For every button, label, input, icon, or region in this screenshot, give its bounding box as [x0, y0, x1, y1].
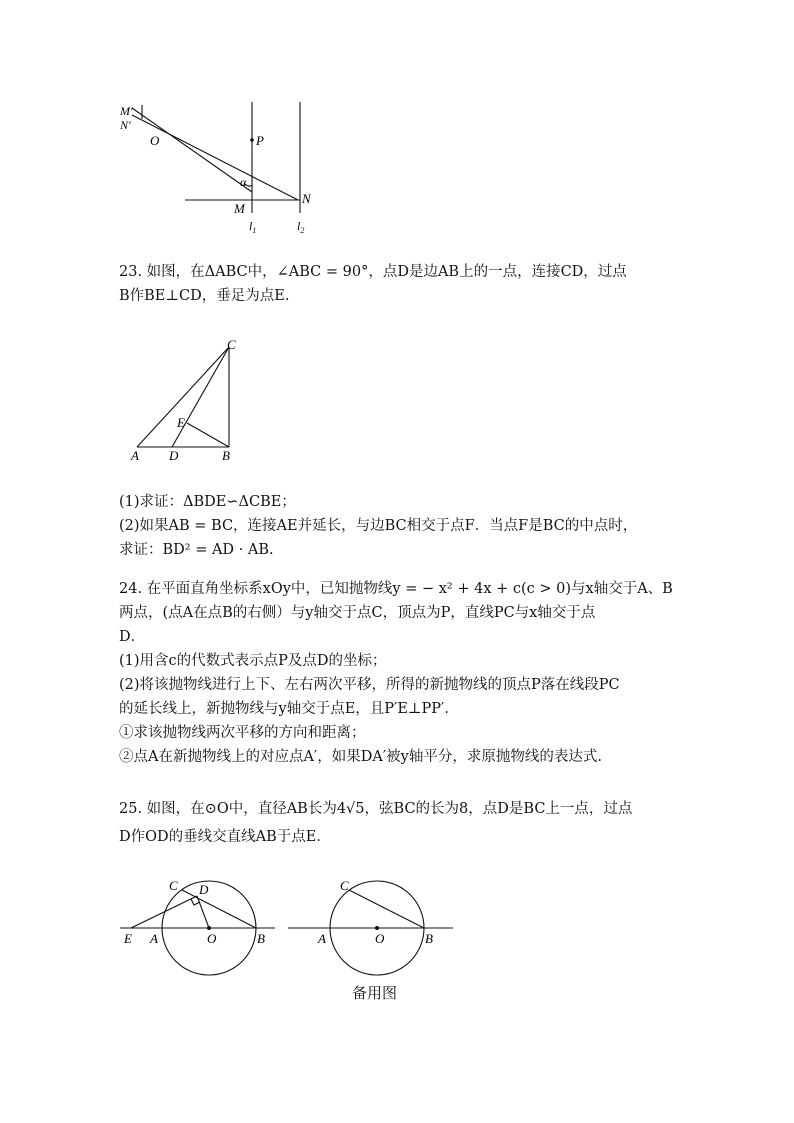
label-b: B — [257, 931, 265, 946]
label-b: B — [425, 931, 433, 946]
problem-25-line-1: 25. 如图，在⊙O中，直径AB长为4√5，弦BC的长为8，点D是BC上一点，过点 — [119, 801, 633, 817]
segment-ac — [137, 347, 229, 447]
label-b: B — [222, 448, 230, 463]
label-c: C — [227, 337, 236, 352]
problem-24-text — [119, 577, 673, 769]
chord-bc — [182, 890, 256, 928]
figure-22-svg — [110, 95, 330, 240]
label-l2: $l_2$ — [297, 219, 305, 235]
problem-24-line-4: (1)用含c的代数式表示点P及点D的坐标； — [119, 653, 387, 669]
problem-24-line-2: 两点，(点A在点B的右侧）与y轴交于点C，顶点为P，直线PC与x轴交于点 — [119, 605, 596, 621]
figure-25-main-svg — [115, 870, 285, 985]
label-n-prime: N′ — [120, 118, 131, 132]
problem-25-line-2: D作OD的垂线交直线AB于点E． — [119, 829, 331, 845]
figure-23-svg — [125, 335, 245, 465]
figure-25-backup-svg — [285, 870, 455, 985]
label-l1: $l_1$ — [249, 219, 257, 235]
figure-23 — [125, 335, 245, 465]
label-n: N — [302, 191, 311, 206]
problem-25-text — [119, 795, 632, 851]
figure-25-backup — [285, 870, 455, 985]
label-m: M — [234, 201, 245, 216]
problem-23-part-1: (1)求证：ΔBDE∽ΔCBE； — [119, 494, 296, 510]
label-o: O — [375, 931, 385, 946]
problem-24-line-1: 24. 在平面直角坐标系xOy中，已知抛物线y = − x² + 4x + c(c > 0)与x轴交于A、B — [119, 581, 673, 597]
label-e: E — [177, 415, 185, 430]
label-o: O — [150, 133, 160, 148]
problem-24-line-5: (2)将该抛物线进行上下、左右两次平移，所得的新抛物线的顶点P落在线段PC — [119, 677, 620, 693]
label-d: D — [169, 448, 179, 463]
label-a: A — [150, 931, 158, 946]
problem-24-line-6: 的延长线上，新抛物线与y轴交于点E，且P′E⊥PP′. — [119, 701, 449, 717]
problem-24-line-3: D． — [119, 629, 146, 645]
segment-dc — [172, 347, 229, 447]
problem-23-parts — [119, 490, 637, 562]
label-o: O — [207, 931, 217, 946]
label-a: A — [131, 448, 139, 463]
segment-ed — [131, 896, 197, 928]
label-m-prime: M′ — [120, 104, 133, 118]
figure-25-main — [115, 870, 285, 985]
point-p — [250, 138, 254, 142]
label-a: A — [318, 931, 326, 946]
label-c: C — [169, 878, 178, 893]
line-m-prime-alpha — [132, 108, 252, 192]
problem-23-line-2: B作BE⊥CD，垂足为点E. — [119, 288, 290, 304]
center-o — [375, 926, 379, 930]
figure-22 — [110, 95, 330, 240]
label-c: C — [340, 878, 349, 893]
problem-23-part-3: 求证：BD² = AD · AB. — [119, 542, 274, 558]
center-o — [207, 926, 211, 930]
backup-figure-caption: 备用图 — [352, 984, 398, 1002]
label-d: D — [199, 882, 209, 897]
problem-23-line-1: 23. 如图，在ΔABC中，∠ABC = 90°，点D是边AB上的一点，连接CD，过点 — [119, 264, 627, 280]
label-p: P — [256, 133, 264, 148]
label-e: E — [124, 931, 132, 946]
problem-24-line-8: ②点A在新抛物线上的对应点A′，如果DA′被y轴平分，求原抛物线的表达式. — [119, 749, 602, 765]
problem-23-part-2: (2)如果AB = BC，连接AE并延长，与边BC相交于点F．当点F是BC的中点时， — [119, 518, 638, 534]
problem-23-text — [119, 260, 627, 308]
problem-24-line-7: ①求该抛物线两次平移的方向和距离； — [119, 725, 366, 741]
line-n-prime-n — [132, 115, 298, 200]
label-alpha: α — [240, 175, 247, 189]
segment-be — [187, 423, 229, 447]
chord-bc — [349, 890, 424, 928]
